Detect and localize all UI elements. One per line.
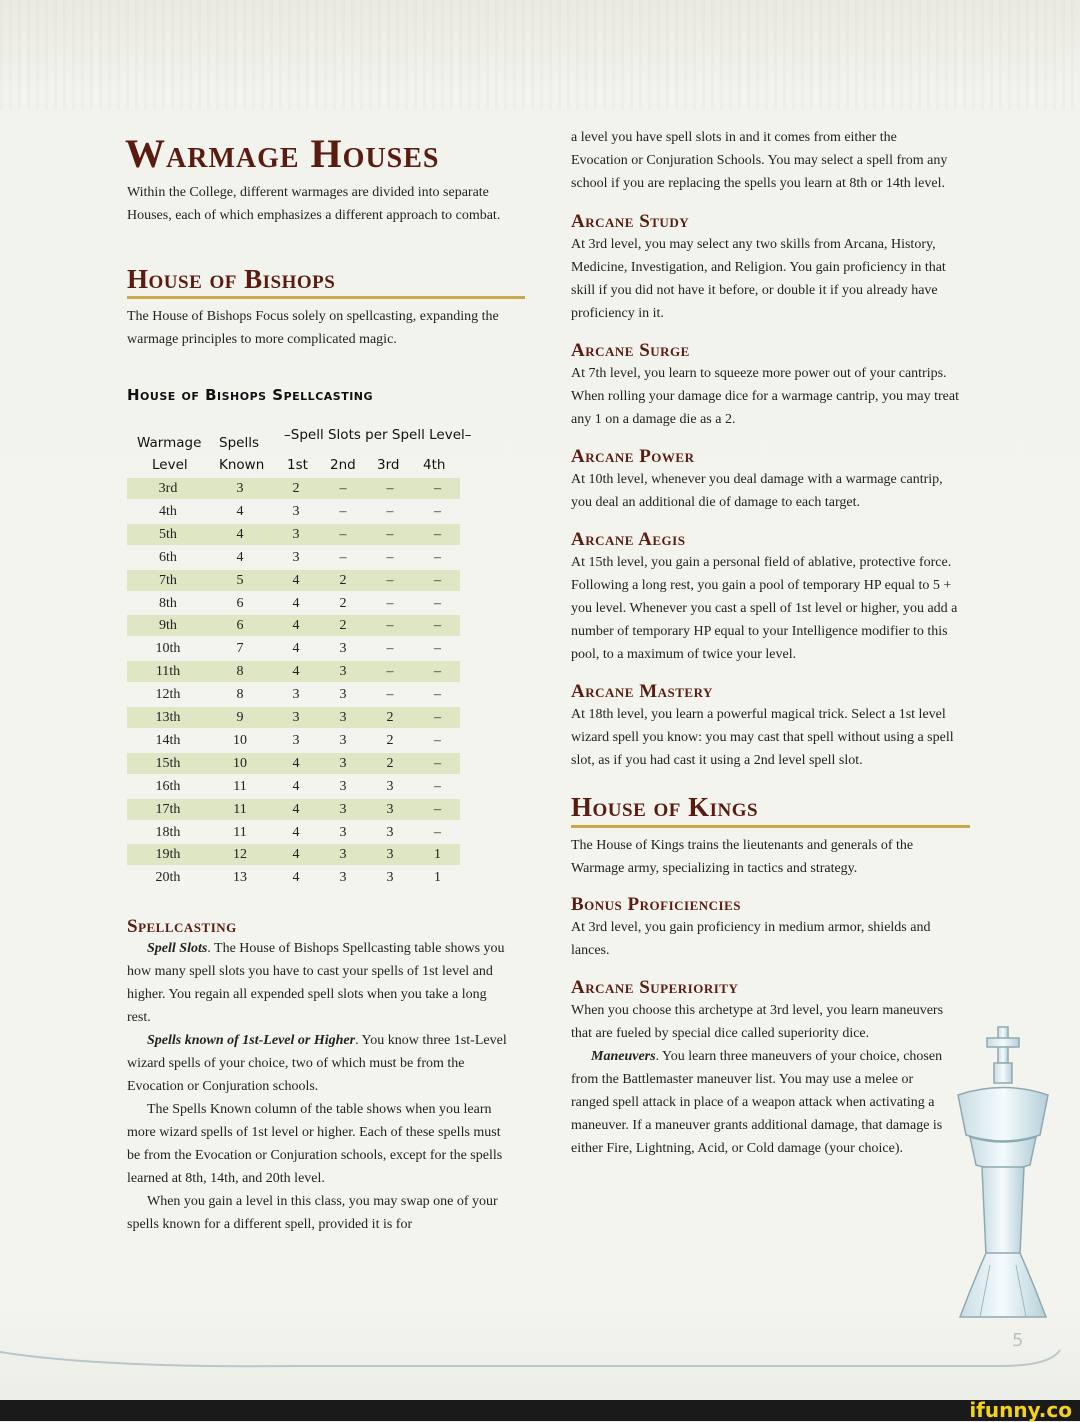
table-cell: – [339,481,347,496]
table-cell: 9th [159,618,177,634]
header-level: Level [152,457,188,473]
table-cell: – [386,641,394,657]
maneuvers-text: . You learn three maneuvers of your choice, chosen from the Battlemaster maneuver list. You may use a melee or ranged spell attack in place of a weapon attack when activating a maneuver. If a maneuver grants additional damage, that damage is either Fire, Lightning, Acid, or Cold damage (your choice). [571,1049,943,1156]
table-cell: 3 [339,687,347,703]
table-cell: – [434,641,441,657]
bishops-intro: The House of Bishops Focus solely on spellcasting, expanding the warmage principles to more complicated magic. [127,309,499,347]
table-cell: 4 [236,503,244,519]
bishops-heading-rule [127,296,525,299]
kings-heading: House of Kings [571,792,759,822]
table-cell: 18th [155,824,181,840]
table-cell: 1 [434,847,441,863]
table-row [127,707,460,728]
table-cell: – [339,526,347,542]
spell-swap-paragraph: When you gain a level in this class, you may swap one of your spells known for a different spell, provided it is for [127,1194,498,1232]
table-row [127,730,460,751]
feature-text: At 3rd level, you may select any two skills from Arcana, History, Medicine, Investigation, and Religion. You gain proficiency in that skill if you did not have it before, or double it if you already have proficiency in it. [571,237,946,321]
table-cell: 8th [159,595,177,611]
feature-bonus-proficiencies [571,894,963,962]
table-cell: 3 [386,801,394,817]
spell-slots-paragraph [127,937,511,1029]
table-cell: 4 [292,870,300,886]
table-cell: 11th [155,664,181,680]
footer-ornament [0,1340,1080,1380]
feature-text: At 18th level, you learn a powerful magical trick. Select a 1st level wizard spell you know: you may cast that spell without using a spell slot, as if you had cast it using a 2nd level spell slot. [571,707,954,768]
table-cell: 4th [159,503,177,519]
table-cell: 2 [292,481,300,496]
header-known: Known [219,457,265,473]
table-cell: 13th [155,710,181,725]
table-cell: 14th [155,732,181,748]
kings-intro: The House of Kings trains the lieutenants and generals of the Warmage army, specializing in tactics and strategy. [571,838,914,876]
table-cell: 3 [386,870,394,886]
header-spells: Spells [219,435,259,451]
bishops-heading: House of Bishops [127,264,336,294]
table-cell: 8 [236,664,244,680]
table-cell: 3 [339,641,347,657]
table-row [127,501,460,522]
feature-heading: Arcane Study [571,211,690,232]
table-cell: 4 [292,664,300,680]
table-cell: – [386,618,394,634]
feature-text: At 10th level, whenever you deal damage with a warmage cantrip, you deal an additional die of damage to each target. [571,472,943,510]
table-cell: 2 [339,572,347,588]
table-cell: 7th [159,572,177,588]
spells-known-paragraph [127,1029,511,1098]
table-cell: 3 [339,710,347,725]
table-cell: 7 [236,641,244,657]
table-cell: 3 [339,778,347,794]
page-number: 5 [1012,1330,1024,1351]
table-row [127,478,460,499]
table-cell: 19th [155,847,181,863]
feature-heading: Arcane Superiority [571,977,739,998]
table-row [127,822,460,843]
table-cell: 4 [292,801,300,817]
table-cell: 5th [159,526,177,542]
table-cell: 2 [386,710,394,725]
table-cell: 20th [155,870,181,886]
table-cell: 11 [233,778,247,794]
feature-text: At 7th level, you learn to squeeze more power out of your cantrips. When rolling your damage dice for a warmage cantrip, you may treat any 1 on a damage die as a 2. [571,366,959,427]
feature-arcane-study [571,211,963,325]
table-cell: 4 [292,778,300,794]
feature-text: At 15th level, you gain a personal field of ablative, protective force. Following a long rest, you gain a pool of temporary HP equal to 5 + you level. Whenever you cast a spell of 1st level or higher, you add a number of temporary HP equal to your Intelligence modifier to this pool, to a maximum of twice your level. [571,555,958,662]
table-cell: 3 [292,710,300,725]
feature-arcane-power [571,446,963,514]
feature-heading: Arcane Power [571,446,695,467]
table-cell: 4 [236,526,244,542]
table-row [127,524,460,545]
table-cell: 3 [339,755,347,771]
spells-known-column-paragraph: The Spells Known column of the table shows when you learn more wizard spells of 1st level or higher. Each of these spells must be from the Evocation or Conjuration schools, except for the spells learned at 8th, 14th, and 20th level. [127,1102,503,1186]
feature-arcane-surge [571,340,963,431]
table-cell: 2 [386,732,394,748]
table-row [127,570,460,591]
header-3rd: 3rd [377,457,400,473]
table-cell: 17th [155,801,181,817]
table-cell: 3 [386,824,394,840]
kings-section [571,792,963,880]
spell-slots-label: Spell Slots [147,941,208,956]
feature-heading: Arcane Surge [571,340,690,361]
table-cell: 2 [339,595,347,611]
table-cell: 9 [236,710,244,725]
table-cell: – [434,778,441,794]
header-4th: 4th [423,457,446,473]
table-cell: 4 [236,549,244,565]
table-cell: – [434,687,441,703]
table-cell: – [434,481,441,496]
table-cell: 4 [292,572,300,588]
table-cell: 5 [236,572,244,588]
table-cell: 3 [339,732,347,748]
header-slots-group: –Spell Slots per Spell Level– [284,427,472,443]
table-cell: 6th [159,549,177,565]
table-row [127,753,460,774]
table-cell: 3 [292,503,300,519]
table-cell: 4 [292,824,300,840]
table-row [127,547,460,568]
table-cell: – [434,549,441,565]
table-cell: – [434,618,441,634]
feature-text: When you choose this archetype at 3rd level, you learn maneuvers that are fueled by special dice called superiority dice. [571,1003,944,1041]
table-cell: – [386,595,394,611]
table-row [127,661,460,682]
table-cell: 15th [155,755,181,771]
table-row [127,867,460,888]
table-cell: – [386,549,394,565]
table-cell: – [386,664,394,680]
table-cell: 16th [155,778,181,794]
table-cell: – [434,824,441,840]
table-cell: – [434,503,441,519]
table-row [127,844,460,865]
table-cell: 6 [236,595,244,611]
maneuvers-label: Maneuvers [591,1049,656,1064]
table-cell: – [386,572,394,588]
table-cell: – [386,526,394,542]
table-row [127,776,460,797]
table-cell: – [434,526,441,542]
table-row [127,684,460,705]
table-cell: – [434,801,441,817]
table-cell: – [386,481,394,496]
table-cell: – [434,595,441,611]
feature-arcane-superiority [571,977,951,1160]
table-cell: – [339,549,347,565]
table-row [127,799,460,820]
swap-continuation: a level you have spell slots in and it comes from either the Evocation or Conjuration Schools. You may select a spell from any school if you are replacing the spells you learn at 8th or 14th level. [571,130,948,191]
table-cell: – [434,664,441,680]
table-cell: 4 [292,755,300,771]
spell-slots-text: . The House of Bishops Spellcasting table shows you how many spell slots you have to cast your spells of 1st level and higher. You regain all expended spell slots when you take a long rest. [127,941,505,1025]
table-cell: 2 [386,755,394,771]
table-cell: 10 [233,755,247,771]
table-cell: 3 [292,732,300,748]
spellcasting-heading: Spellcasting [127,916,237,937]
header-2nd: 2nd [330,457,356,473]
spells-known-text: . You know three 1st-Level wizard spells of your choice, two of which must be from the Evocation or Conjuration schools. [127,1033,507,1094]
table-cell: 13 [233,870,247,886]
table-cell: 3 [292,687,300,703]
decorative-header-pattern [0,0,1080,110]
table-cell: 4 [292,595,300,611]
table-cell: 6 [236,618,244,634]
table-cell: – [386,503,394,519]
spellcasting-body [127,937,511,1236]
page-title: Warmage Houses [125,131,440,176]
table-cell: 3 [339,870,347,886]
table-cell: 8 [236,687,244,703]
maneuvers-paragraph [571,1045,951,1160]
table-cell: 11 [233,824,247,840]
table-cell: – [434,572,441,588]
king-chess-piece-icon [948,1025,1058,1325]
table-row [127,615,460,636]
feature-arcane-aegis [571,529,963,666]
table-cell: 12 [233,847,247,863]
table-cell: 12th [155,687,181,703]
spells-known-label: Spells known of 1st-Level or Higher [147,1033,356,1048]
feature-arcane-mastery [571,681,963,772]
feature-heading: Arcane Aegis [571,529,686,550]
table-cell: 10 [233,732,247,748]
intro-text: Within the College, different warmages are divided into separate Houses, each of which emphasizes a different approach to combat. [127,185,501,223]
table-cell: 10th [155,641,181,657]
kings-heading-rule [571,825,970,828]
table-cell: – [339,503,347,519]
table-cell: 3rd [158,481,178,496]
header-warmage: Warmage [137,435,202,451]
table-cell: – [434,755,441,771]
right-column [571,126,963,1160]
table-cell: 3 [292,526,300,542]
table-cell: 3 [339,847,347,863]
feature-heading: Arcane Mastery [571,681,713,702]
table-cell: 3 [386,847,394,863]
table-cell: – [434,710,441,725]
watermark-bar [0,1400,1080,1421]
feature-heading: Bonus Proficiencies [571,894,742,915]
table-cell: 3 [339,824,347,840]
table-cell: 4 [292,641,300,657]
table-cell: – [386,687,394,703]
table-row [127,593,460,614]
table-cell: 2 [339,618,347,634]
table-row [127,638,460,659]
ifunny-watermark: ifunny.co [969,1398,1072,1422]
table-cell: 4 [292,847,300,863]
header-1st: 1st [287,457,308,473]
table-cell: – [434,732,441,748]
feature-text: At 3rd level, you gain proficiency in medium armor, shields and lances. [571,920,931,958]
table-cell: 11 [233,801,247,817]
table-cell: 3 [339,664,347,680]
table-title: House of Bishops Spellcasting [127,386,374,404]
table-cell: 1 [434,870,441,886]
table-cell: 3 [339,801,347,817]
table-cell: 3 [292,549,300,565]
table-cell: 3 [386,778,394,794]
table-cell: 3 [236,481,244,496]
table-cell: 4 [292,618,300,634]
